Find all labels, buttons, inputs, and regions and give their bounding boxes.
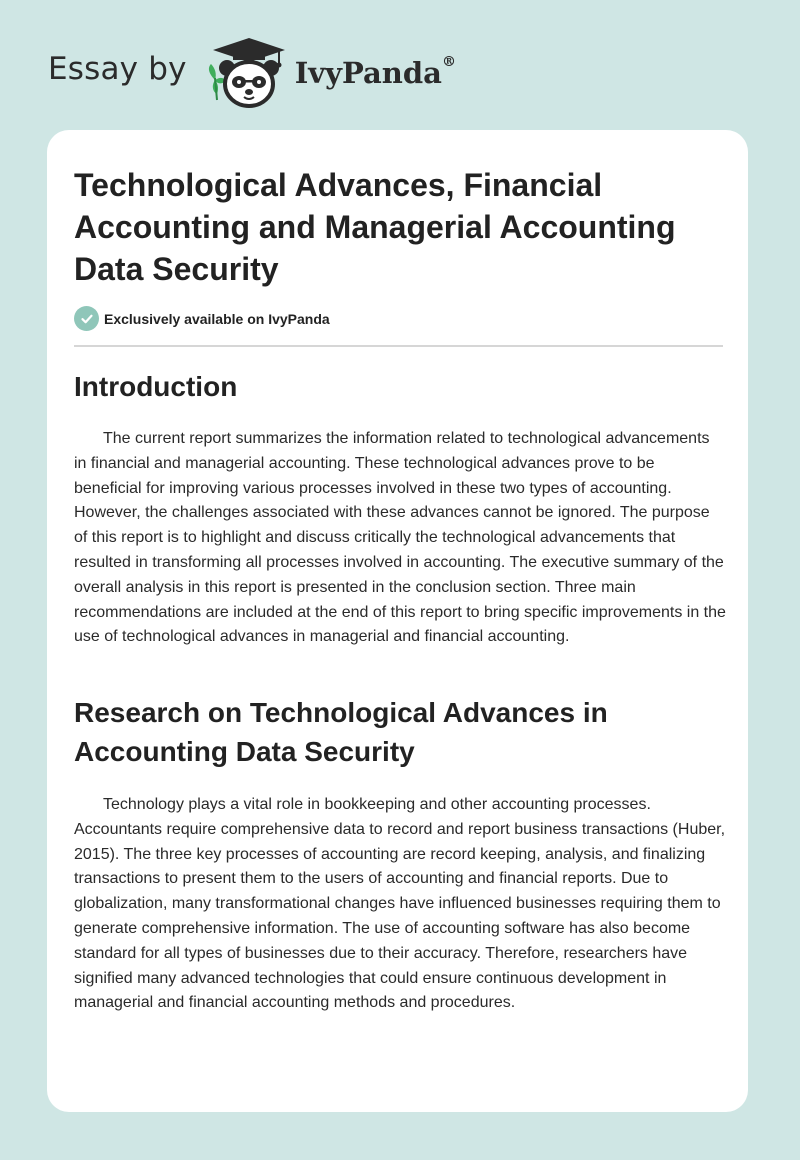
check-icon	[74, 306, 99, 331]
panda-logo-icon	[201, 34, 293, 110]
brand-header	[48, 34, 468, 110]
section-paragraph-introduction: The current report summarizes the information related to technological advancements in financial and managerial accounting. These technological advances prove to be beneficial for improving various processes involved in these two types of accounting. However, the challenges associated with these advances cannot be ignored. The purpose of this report is to highlight and discuss critically the technological advancements that resulted in transforming all processes involved in accounting. The executive summary of the overall analysis in this report is presented in the conclusion section. Three main recommendations are included at the end of this report to bring specific improvements in the use of technological advances in managerial and financial accounting.	[74, 430, 726, 646]
brand-name-text: IvyPanda	[294, 56, 442, 90]
essay-card	[47, 130, 748, 1112]
exclusive-badge	[74, 306, 330, 331]
divider	[74, 345, 723, 347]
brand-name	[295, 56, 456, 90]
brand-prefix: Essay by	[48, 51, 187, 87]
section-paragraph-research: Technology plays a vital role in bookkeeping and other accounting processes. Accountants require comprehensive data to record and report business transactions (Huber, 2015). The three key processes of accounting are record keeping, analysis, and finalizing transactions to present them to the users of accounting and financial reports. Due to globalization, many transformational changes have influenced businesses requiring them to generate comprehensive information. The use of accounting software has also become standard for all types of businesses due to their accuracy. Therefore, researchers have signified many advanced technologies that could ensure continuous development in managerial and financial accounting methods and procedures.	[74, 796, 726, 1012]
section-heading-introduction: Introduction	[74, 371, 238, 402]
registered-mark: ®	[441, 54, 456, 70]
exclusive-text: Exclusively available on IvyPanda	[104, 310, 330, 327]
essay-title: Technological Advances, Financial Accounting and Managerial Accounting Data Security	[74, 167, 676, 287]
section-heading-research: Research on Technological Advances in Accounting Data Security	[74, 697, 608, 767]
